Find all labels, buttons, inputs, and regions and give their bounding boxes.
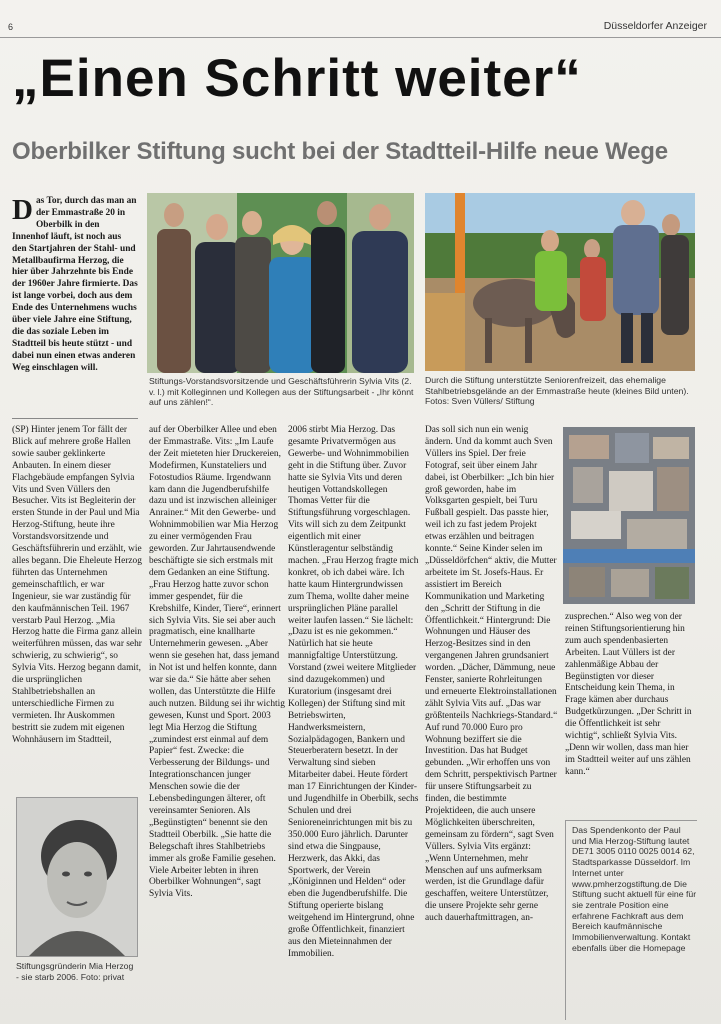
portrait-photo [16,797,138,957]
group-photo-caption: Stiftungs-Vorstandsvorsitzende und Geschäftsführerin Sylvia Vits (2. v. l.) mit Kolleginnen und Kollegen aus der Stiftungsarbeit - „Ihr könnt auf uns zählen!“. [149,376,414,408]
divider [12,418,138,419]
article-column-5: zusprechen.“ Also weg von der reinen Stiftungsorientierung hin zum auch spendenbasierten Arbeiten. Laut Vüllers ist der zahlenmäßige Abbau der Begünstigten vor dieser Entscheidung kein Thema, in Frage kämen aber durchaus Budgetkürzungen. „Der Schritt in die Öffentlichkeit ist sehr wichtig“, schließt Sylvia Vits. „Denn wir wollen, dass man hier im Stadtteil weiter auf uns zählen kann.“ [565,612,692,777]
article-column-4: Das soll sich nun ein wenig ändern. Und da kommt auch Sven Vüllers ins Spiel. Der freie Fotograf, seit über einem Jahr dabei, ist Oberbilker: „Ich bin hier groß geworden, habe im Volksgarten gespielt, bei Turu Fußball gespielt. Das passte hier, weil ich zu fast jedem Projekt etwas erzählen und beitragen konnte.“ Seine Kinder selen im „Düsseldörfchen“ aktiv, die Mutter arbeitete im St. Josefs-Haus. Er assistiert im Bereich Kommunikation und Marketing den „Schritt der Stiftung in die Öffentlichkeit.“ Hintergrund: Die Wohnungen und Häuser des Herzog-Besitzes sind in den vergangenen Jahren grundsaniert worden. „Dächer, Dämmung, neue Fenster, sanierte Rohrleitungen und erneuerte Elektroinstallationen zählt Sylvia Vits auf. „Das war größtenteils Nachkriegs-Standard.“ Auf rund 70.000 Euro pro Wohnung beziffert sie die Investition. Das hat Budget gebunden. „Wir erhoffen uns von dem Schritt, perspektivisch Partner für unsere Stiftungsarbeit zu finden, die bestimmte Projektideen, die auch unsere Möglichkeiten überschreiten, gemeinsam zu fördern“, sagt Sven Vüllers. Sylvia Vits ergänzt: „Wenn Unternehmen, mehr Menschen auf uns aufmerksam werden, ist die Grundlage dafür geschaffen, weitere Unterstützer, die unsere Projekte sehr gerne auch dauerhaftmittragen, an- [425,425,558,924]
page-header [0,16,721,38]
article-column-2: auf der Oberbilker Allee und eben der Emmastraße. Vits: „Im Laufe der Zeit mieteten hier Druckereien, Modefirmen, Kunstateliers und Fotostudios Räume. Irgendwann kam dann die Jugendberufshilfe dazu und ist inzwischen alleiniger Anrainer.“ Mit den Gewerbe- und Wohnimmobilien war Mia Herzog zu einer vermögenden Frau geworden. Zur Jahrtausendwende beschäftigte sie sich erstmals mit dem Gedanken an eine Stiftung. „Frau Herzog hatte zuvor schon immer gespendet, für die Krebshilfe, Kinder, Tiere“, erinnert sich Sylvia Vits. Sie sei aber auch pragmatisch, eine knallharte Unternehmerin gewesen. „Aber wenn sie gesehen hat, dass jemand in Not ist und helfen konnte, dann war sie da.“ Sie hätte aber sehen wollen, das Unterstützte die Hilfe auch nutzen. Bildung sei ihr wichtig gewesen, Kunst und Sport. 2003 legt Mia Herzog die Stiftung „zumindest erst einmal auf dem Papier“ fest. Zwecke: die Verbesserung der Bildungs- und Integrationschancen junger Menschen sowie die der Lebensbedingungen älterer, oft vereinsamter Senioren. Als „Begünstigten“ benennt sie den Stadtteil Oberbilk. „Sie hatte die Belegschaft ihres Stahlbetriebs immer als große Familie gesehen. Viele Arbeiter lebten in ihren Oberbilker Wohnungen“, sagt Sylvia Vits. [149,425,285,900]
article-intro [12,196,138,414]
headline: „Einen Schritt weiter“ [12,49,582,108]
group-photo [147,193,414,373]
article-column-1: (SP) Hinter jenem Tor fällt der Blick auf mehrere große Hallen sowie sauber geklinkerte Anbauten. In einem dieser Flachgebäude empfangen Sylvia Vits und Sven Vüllers den Besucher. Vits ist Begleiterin der ersten Stunde in der Paul und Mia Herzog-Stiftung, heute ihre Vorstandsvorsitzende und Geschäftsführerin und erzählt, wie alles begann. Die Eheleute Herzog führten das Unternehmen gemeinschaftlich, er war Ingenieur, sie war zuständig für den kaufmännischen Teil. 1967 verstarb Paul Herzog. „Mia Herzog hatte die Firma ganz allein weiterführen müssen, das war sehr schwierig, zu schwierig“, so Sylvia Vits. Herzog begann damit, die ursprünglichen Stahlbetriebshallen an unterschiedliche Firmen zu vermieten. Ihr Auskommen bestritt sie zudem mit eigenen Wohnhäusern im Stadtteil, [12,425,142,745]
portrait-photo-caption: Stiftungsgründerin Mia Herzog - sie starb 2006. Foto: privat [16,961,134,982]
donkey-photo [425,193,695,371]
publication-name: Düsseldorfer Anzeiger [603,20,707,32]
page-number: 6 [8,22,14,32]
article-column-3: 2006 stirbt Mia Herzog. Das gesamte Privatvermögen aus Gewerbe- und Wohnimmobilien geht in die Stiftung über. Zuvor hatte sie Sylvia Vits und deren heutigen Vottandskollegen Thomas Vetter für die Stiftungsführung vorgeschlagen. Vits will sich zu dem Zeitpunkt eigentlich mit einer Künstleragentur selbständig machen. „Frau Herzog fragte mich konkret, ob ich dabei wäre. Ich hatte kaum Hintergrundwissen zum Thema, wollte daher meine ursprünglichen Pläne parallel weiter laufen lassen.“ Sie lächelt: „Dazu ist es nie gekommen.“ Natürlich hat sie heute mannigfaltige Unterstützung. Vorstand (zwei weitere Mitglieder sind dazugekommen) und Kuratorium (insgesamt drei Kollegen) der Stiftung sind mit Betriebswirten, Handwerksmeistern, Sozialpädagogen, Bankern und Steuerberatern besetzt. In der Verwaltung sind sieben Mitarbeiter dabei. Heute fördert man 17 Einrichtungen der Kinder- und Jugendhilfe in Oberbilk, sechs Schulen und drei Senioreneinrichtungen mit bis zu 350.000 Euro jährlich. Darunter sind etwa die Singpause, Herzwerk, das Akki, das Sportwerk, der Verein „Königinnen und Helden“ oder eben die Jugendberufshilfe. Die Stiftung operierte bislang weitgehend im Hintergrund, ohne große Öffentlichkeit, finanziert aus den Mieteinnahmen der Immobilien. [288,425,419,959]
donation-info-box: Das Spendenkonto der Paul und Mia Herzog-Stiftung lautet DE71 3005 0110 0025 0014 62, Stadtsparkasse Düsseldorf. Im Internet unter www.pmherzogstiftung.de Die Stiftung sucht aktuell für eine für sie zentrale Position eine erfahrene Fachkraft aus dem Bereich kaufmännische Immobilienverwaltung. Kontakt ebenfalls über die Homepage [565,820,697,1020]
drop-cap: D [12,196,33,226]
donkey-photo-caption: Durch die Stiftung unterstützte Seniorenfreizeit, das ehemalige Stahlbetriebsgelände an der Emmastraße heute (kleines Bild unten). Fotos: Sven Vüllers/ Stiftung [425,375,689,407]
intro-text: as Tor, durch das man an der Emmastraße 20 in Oberbilk in den Innenhof läuft, ist noch aus den Startjahren der Stahl- und Metallbaufirma Herzog, die hier über Jahrzehnte bis Ende der 1960er Jahre firmierte. Das ist lange vorbei, doch aus dem Ende des Unternehmens wuchs über viele Jahre eine Stiftung, die das soziale Leben im Stadtteil bis heute stützt - und dabei nun einen etwas anderen Weg einschlagen will. [12,196,138,373]
subheadline: Oberbilker Stiftung sucht bei der Stadtteil-Hilfe neue Wege [12,138,668,165]
aerial-photo [563,427,695,604]
